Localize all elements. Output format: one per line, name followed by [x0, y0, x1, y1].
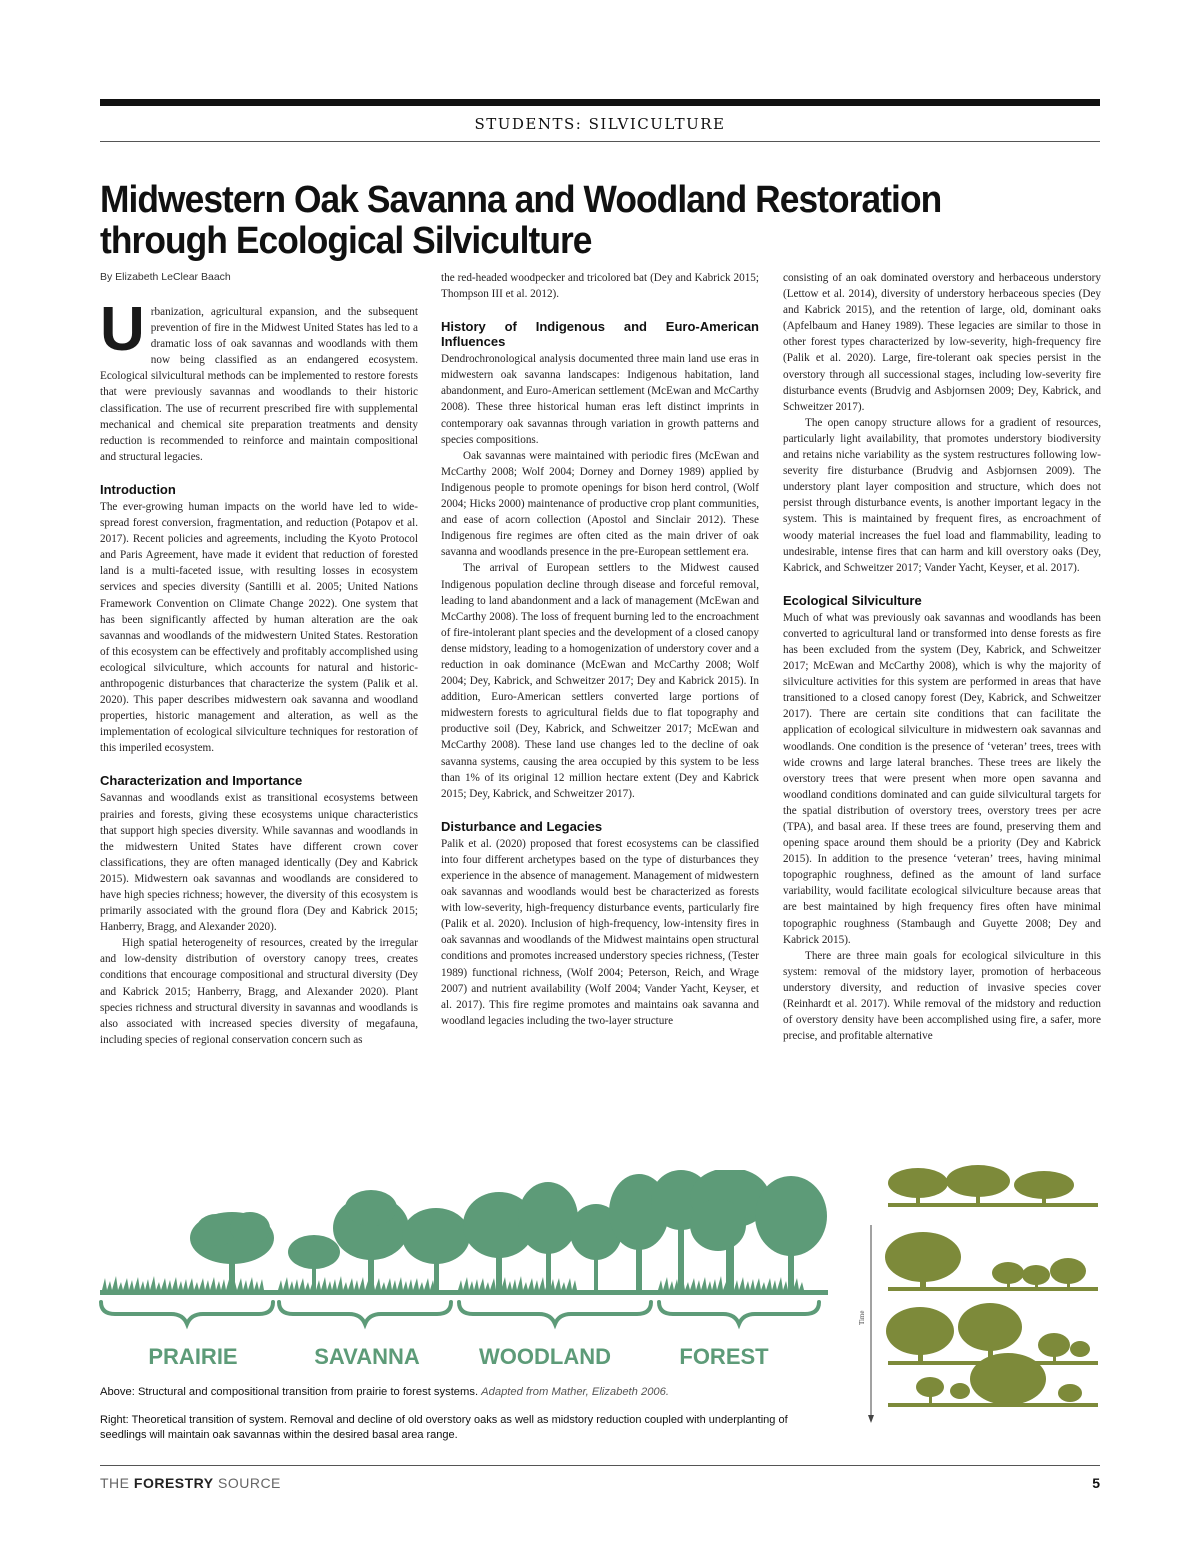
oak-tree [288, 1235, 340, 1290]
paragraph: Palik et al. (2020) proposed that forest ecosystems can be classified into four different archetypes based on the type of disturbances they experience in the absence of management. Management of midwestern oak savannas and woodlands would best be characterized as forests with low-severity, high-frequency disturbance events, particularly fire (Palik et al. 2020). Inclusion of high-frequency, low-intensity fires in oak savannas and woodlands of the Midwest maintains open structural conditions and promotes increased understory species richness, (Tester 1989) functional richness, (Wolf 2004; Peterson, Reich, and Wrage 2007) and nutrient availability (Wolf 2004; Vander Yacht, Keyser, et al. 2017). This fire regime promotes and maintains oak savanna and woodland legacies including the two-layer structure [441, 837, 759, 1027]
heading-characterization: Characterization and Importance [100, 773, 303, 789]
paragraph: The open canopy structure allows for a gradient of resources, particularly light availability, that promotes understory biodiversity and retains niche variability as the system restructures following low-severity fire disturbance (Brudvig and Asbjornsen 2009). The understory plant layer composition and structure, which does not persist through disturbance events, is another important legacy in the system. This is maintained by frequent fires, as encroachment of woody material increases the fuel load and flammability, leading to undesirable, intense fires that can harm and kill overstory oaks (Dey, Kabrick, and Schweitzer 2017; Vander Yacht, Keyser, et al. 2017). [783, 416, 1101, 574]
paragraph: Much of what was previously oak savannas and woodlands has been converted to agricultural land or transformed into dense forests as fire has been excluded from the system (Dey, Kabrick, and Schweitzer 2017; McEwan and McCarthy 2008), which is why the majority of silviculture activities for this system are performed in areas that have transitioned to a closed canopy forest (Dey, Kabrick, and Schweitzer 2017). There are certain site conditions that can facilitate the application of ecological silviculture in midwestern oak savannas and woodlands. One condition is the presence of ‘veteran’ trees, trees with wide crowns and large lateral branches. These trees are likely the overstory trees that were present when more open savanna and woodland conditions dominated and can guide silvicultural targets for the spatial distribution of overstory trees, overstory trees per acre (TPA), and basal area. If these trees are found, preserving them and opening space around them should be a priority (Dey and Kabrick 2015). In addition to the presence ‘veteran’ trees, having minimal topographic roughness, defined as the amount of land surface variability, would facilitate ecological silviculture because areas that are best maintained by high frequency fires often have minimal topographic roughness (Stambaugh and Guyette 2008; Dey and Kabrick 2015). [783, 611, 1101, 946]
drop-cap: U [100, 295, 145, 364]
intro-paragraph: Urbanization, agricultural expansion, and the subsequent prevention of fire in the Midwest United States has led to a dramatic loss of oak savannas and woodlands with them now being classified as an endangered ecosystem. Ecological silvicultural methods can be implemented to restore forests that were previously savannas and woodlands to their historic classification. The use of recurrent prescribed fire with supplemental mechanical and chemical site preparation treatments and density reduction is recommended to reinforce and maintain compositional and structural legacies. [100, 295, 418, 463]
ground-strip [100, 1290, 828, 1295]
bracket-woodland [459, 1302, 651, 1324]
label-forest: FOREST [679, 1344, 769, 1369]
oak-tree [402, 1208, 470, 1290]
label-woodland: WOODLAND [479, 1344, 611, 1369]
footer-divider [100, 1465, 1100, 1466]
grass-layer [102, 1276, 804, 1290]
oak-tree [190, 1212, 274, 1290]
paragraph: consisting of an oak dominated overstory and herbaceous understory (Lettow et al. 2014), diversity of understory herbaceous species (Dey and Kabrick 2015), and the retention of large, old, dominant oaks (Apfelbaum and Haney 1989). These legacies are similar to those in other forest types characterized by low-severity, high-frequency fire (Palik et al. 2020). Large, fire-tolerant oak species persist in the overstory through all successional stages, including low-severity fire disturbance events (Brudvig and Asbjornsen 2009; Dey, Kabrick, and Schweitzer 2017). [783, 272, 1101, 413]
paragraph: There are three main goals for ecological silviculture in this system: removal of the midstory layer, promotion of herbaceous understory diversity, and reduction of invasive species cover (Reinhardt et al. 2017). While removal of the midstory and reduction of overstory density have been accomplished using fire, a safer, more precise, and profitable alternative [783, 949, 1101, 1043]
article-title: Midwestern Oak Savanna and Woodland Restoration through Ecological Silviculture [100, 179, 942, 262]
bracket-prairie [101, 1302, 273, 1324]
paragraph: The ever-growing human impacts on the world have led to wide-spread forest conversion, fragmentation, and reduction (Potapov et al. 2017). Recent policies and agreements, including the Kyoto Protocol and Paris Agreement, have made it evident that reduction of forested land is a multi-faceted issue, with resulting losses in ecosystem services and species diversity (Santilli et al. 2005; United Nations Framework Convention on Climate Change 2022). One system that has been significantly affected by human alteration are the oak savannas and woodlands of the midwestern United States. Restoration of this ecosystem can be effectively and profitably accomplished using ecological silviculture, which accounts for natural and historic-anthropogenic disturbances that characterize the system (Palik et al. 2020). This paper describes midwestern oak savanna and woodland properties, historic management and alteration, as well as the implementation of ecological silviculture techniques for restoration of this imperiled ecosystem. [100, 500, 418, 755]
time-label: Time [858, 1310, 866, 1325]
transition-illustration [98, 1170, 830, 1375]
page-number: 5 [1092, 1475, 1100, 1491]
heading-history: History of Indigenous and Euro-American Influences [441, 319, 759, 350]
label-prairie: PRAIRIE [148, 1344, 238, 1369]
time-transition-illustration [858, 1165, 1103, 1425]
forest-tree [755, 1176, 827, 1290]
row-stage-1 [888, 1165, 1098, 1207]
paragraph: the red-headed woodpecker and tricolored bat (Dey and Kabrick 2015; Thompson III et al. 2012). [441, 272, 759, 301]
label-savanna: SAVANNA [314, 1344, 420, 1369]
header-divider [100, 141, 1100, 142]
row-stage-2 [885, 1232, 1098, 1291]
caption-credit: Adapted from Mather, Elizabeth 2006. [481, 1386, 669, 1398]
heading-ecological-silviculture: Ecological Silviculture [783, 592, 922, 608]
time-arrow-icon [868, 1415, 874, 1423]
section-label: STUDENTS: SILVICULTURE [474, 115, 726, 133]
paragraph: Oak savannas were maintained with periodic fires (McEwan and McCarthy 2008; Wolf 2004; Dorney and Dorney 1989) applied by Indigenous people to promote openings for bison herd control, (Wolf 2004; Hicks 2000) maintenance of productive crop plant communities, and ease of acorn collection (Apostol and Sinclair 2012). These Indigenous fire regimes are often cited as the main driver of oak savanna and woodlands presence in the pre-European settlement era. [441, 449, 759, 559]
byline: By Elizabeth LeClear Baach [100, 271, 231, 283]
paragraph: The arrival of European settlers to the Midwest caused Indigenous population decline through disease and forceful removal, leading to land abandonment and a lack of management (McEwan and McCarthy 2008). The loss of frequent burning led to the encroachment of fire-intolerant plant species and the development of a closed canopy dense midstory, leading to a homogenization of understory cover and a reduction in oak dominance (McEwan and McCarthy 2008; Wolf 2004; Dey, Kabrick, and Schweitzer 2017; Dey and Kabrick 2015). In addition, Euro-American settlers converted large portions of midwestern forests to agricultural fields due to flat topography and productive soil (Dey, Kabrick, and Schweitzer 2017; McEwan and McCarthy 2008). These land use changes led to the decline of oak savanna systems, causing the area occupied by this system to be less than 1% of its original 12 million hectare extent (Dey and Kabrick 2015; Dey, Kabrick, and Schweitzer 2017). [441, 562, 759, 800]
heading-disturbance: Disturbance and Legacies [441, 818, 603, 834]
paragraph: Savannas and woodlands exist as transitional ecosystems between prairies and forests, giving these ecosystems unique characteristics that support high species diversity. While savannas and woodlands in the midwestern United States have different crown cover classifications, they are often managed identically (Dey and Kabrick 2015). Midwestern oak savannas and woodlands are considered to have high species richness; however, the diversity of this ecosystem is primarily associated with the ground flora (Dey and Kabrick 2015; Hanberry, Bragg, and Alexander 2020). [100, 792, 418, 934]
oak-tree [518, 1182, 578, 1290]
column-1 [100, 295, 418, 1048]
paragraph: Dendrochronological analysis documented three main land use eras in midwestern oak savanna landscapes: Indigenous habitation, land abandonment, and Euro-American settlement (McEwan and McCarthy 2008). These three historical human eras left distinct imprints in contemporary oak savannas through variation in growth patterns and species compositions. [441, 353, 759, 446]
column-3 [783, 270, 1101, 1044]
bracket-forest [659, 1302, 819, 1324]
heading-introduction: Introduction [100, 481, 176, 497]
publication-name: THE FORESTRY SOURCE [100, 1475, 281, 1491]
oak-tree [333, 1190, 409, 1290]
caption-right: Right: Theoretical transition of system. Removal and decline of old overstory oaks as well as midstory reduction coupled with underplanting of seedlings will maintain oak savannas within the desired basal area range. [100, 1414, 788, 1441]
bracket-savanna [279, 1302, 451, 1324]
caption-above: Above: Structural and compositional transition from prairie to forest systems. Adapted from Mather, Elizabeth 2006. [100, 1386, 669, 1398]
column-2 [441, 270, 759, 1029]
bracket-group [101, 1302, 819, 1324]
top-rule [100, 99, 1100, 106]
paragraph: High spatial heterogeneity of resources, created by the irregular and low-density distribution of overstory canopy trees, creates conditions that encourage compositional and structural diversity (Dey and Kabrick 2015; Hanberry, Bragg, and Alexander 2020). Plant species richness and structural diversity in savannas and woodlands is also associated with increased species diversity of megafauna, including species of regional conservation concern such as [100, 937, 418, 1046]
